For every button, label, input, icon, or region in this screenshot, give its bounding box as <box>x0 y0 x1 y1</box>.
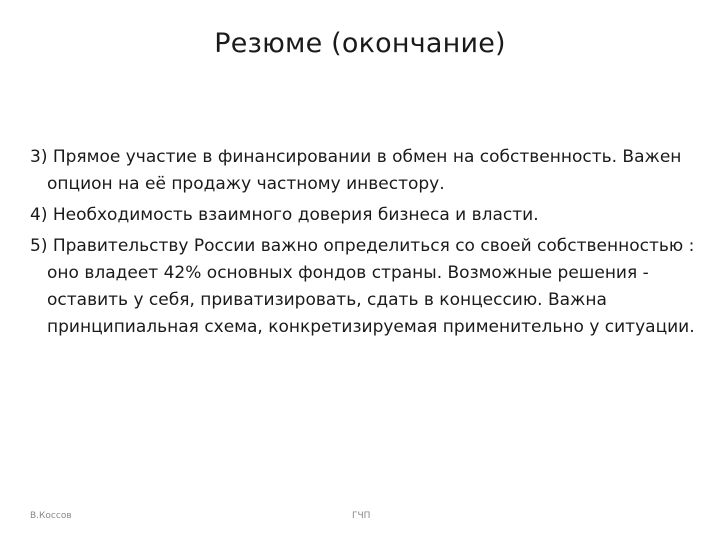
footer-author: В.Коссов <box>30 511 72 521</box>
body-item-5: 5) Правительству России важно определиться со своей собственностью : оно владеет 42% основных фондов страны. Возможные решения - оставить у себя, приватизировать, сдать в концессию. Важна принципиальная схема, конкретизируемая применительно у ситуации. <box>30 236 695 337</box>
body-item-3: 3) Прямое участие в финансировании в обмен на собственность. Важен опцион на её продажу частному инвестору. <box>30 147 682 194</box>
slide-title: Резюме (окончание) <box>214 28 506 59</box>
footer-center-label: ГЧП <box>352 511 371 521</box>
slide-body <box>30 144 710 345</box>
body-item-4: 4) Необходимость взаимного доверия бизнеса и власти. <box>30 205 539 225</box>
